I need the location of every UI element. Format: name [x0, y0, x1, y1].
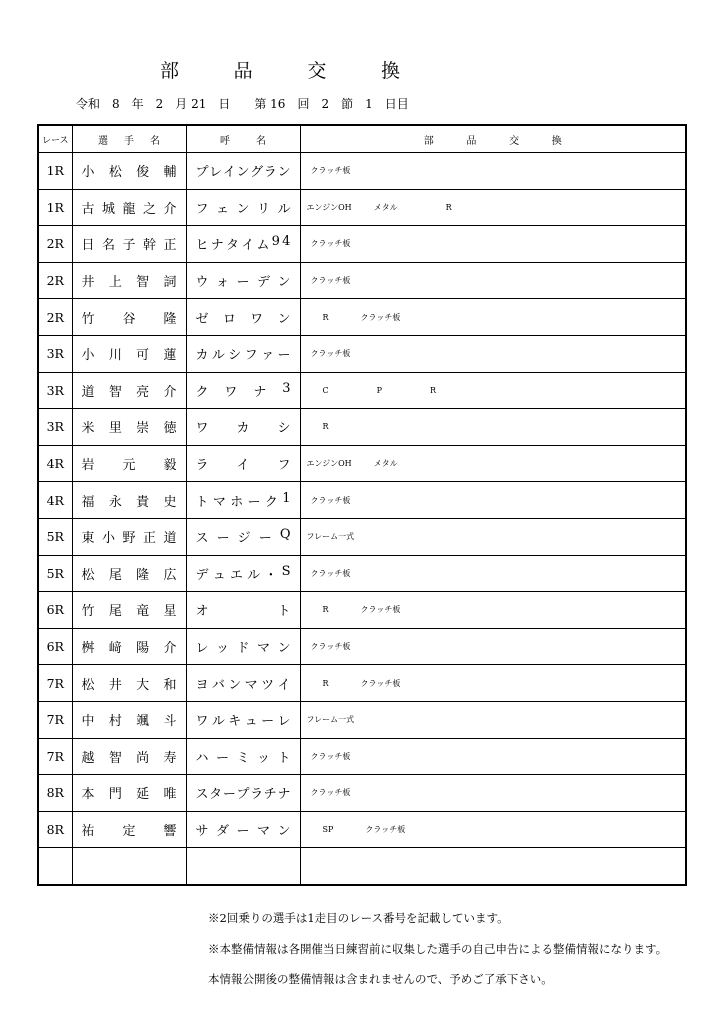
parts-replaced: [300, 555, 686, 592]
call-name: ハ ー ミ ッ ト: [186, 738, 300, 775]
part-item: メタル: [373, 202, 398, 212]
part-item: クラッチ板: [360, 312, 401, 322]
part-item: R: [430, 385, 437, 395]
table-row: [38, 153, 686, 190]
race-number: 3R: [38, 335, 72, 372]
parts-replaced: [300, 701, 686, 738]
table-row: [38, 811, 686, 848]
empty-cell: [38, 848, 72, 886]
header-row: [38, 125, 686, 153]
racer-name: 岩 元 毅: [72, 445, 186, 482]
call-name: ト マ ホ ー ク 1: [186, 482, 300, 519]
call-name: ヒ ナ タ イ ム 9 4: [186, 226, 300, 263]
table-row: [38, 482, 686, 519]
race-number: 5R: [38, 518, 72, 555]
parts-table: [37, 124, 687, 886]
race-number: 7R: [38, 701, 72, 738]
race-number: 2R: [38, 299, 72, 336]
race-number: 5R: [38, 555, 72, 592]
part-item: クラッチ板: [310, 788, 351, 798]
call-name: ヨ バ ン マ ツ イ: [186, 665, 300, 702]
part-item: エンジンOH: [306, 459, 352, 469]
racer-name: 松 井 大 和: [72, 665, 186, 702]
table-row: [38, 775, 686, 812]
racer-name: 小 松 俊 輔: [72, 153, 186, 190]
parts-replaced: [300, 299, 686, 336]
race-number: 4R: [38, 445, 72, 482]
call-name: ラ イ フ: [186, 445, 300, 482]
page-title: 部 品 交 換: [160, 60, 400, 82]
racer-name: 越 智 尚 寿: [72, 738, 186, 775]
call-name: ク ワ ナ 3: [186, 372, 300, 409]
call-name: ス ー ジ ー Q: [186, 518, 300, 555]
part-item: R: [322, 422, 329, 432]
table-row: [38, 262, 686, 299]
call-name: ウ ォ ー デ ン: [186, 262, 300, 299]
race-number: 3R: [38, 372, 72, 409]
part-item: クラッチ板: [310, 166, 351, 176]
racer-name: 松 尾 隆 広: [72, 555, 186, 592]
header-parts: 部 品 交 換: [300, 125, 686, 153]
racer-name: 中 村 颯 斗: [72, 701, 186, 738]
parts-replaced: [300, 409, 686, 446]
part-item: クラッチ板: [310, 276, 351, 286]
part-item: R: [322, 312, 329, 322]
part-item: C: [322, 385, 329, 395]
call-name: ス タ ー プ ラ チ ナ: [186, 775, 300, 812]
empty-cell: [186, 848, 300, 886]
racer-name: 本 門 延 唯: [72, 775, 186, 812]
table-row: [38, 372, 686, 409]
parts-replaced: [300, 518, 686, 555]
part-item: クラッチ板: [310, 568, 351, 578]
parts-replaced: [300, 226, 686, 263]
race-number: 8R: [38, 811, 72, 848]
parts-replaced: [300, 262, 686, 299]
part-item: クラッチ板: [365, 824, 406, 834]
racer-name: 竹 尾 竜 星: [72, 592, 186, 629]
call-name: オ ト: [186, 592, 300, 629]
parts-replaced: [300, 665, 686, 702]
racer-name: 井 上 智 詞: [72, 262, 186, 299]
call-name: カ ル シ フ ァ ー: [186, 335, 300, 372]
parts-replaced: [300, 775, 686, 812]
parts-replaced: [300, 811, 686, 848]
part-item: R: [322, 605, 329, 615]
racer-name: 祐 定 響: [72, 811, 186, 848]
table-row: [38, 701, 686, 738]
part-item: エンジンOH: [306, 202, 352, 212]
table-row: [38, 738, 686, 775]
race-number: 2R: [38, 262, 72, 299]
header-name: 選 手 名: [72, 125, 186, 153]
note-3: 本情報公開後の整備情報は含まれませんので、予めご了承下さい。: [208, 972, 553, 986]
racer-name: 道 智 亮 介: [72, 372, 186, 409]
call-name: デ ュ エ ル ・ S: [186, 555, 300, 592]
racer-name: 福 永 貴 史: [72, 482, 186, 519]
part-item: クラッチ板: [360, 605, 401, 615]
part-item: R: [322, 678, 329, 688]
part-item: クラッチ板: [310, 642, 351, 652]
parts-replaced: [300, 372, 686, 409]
racer-name: 小 川 可 蓮: [72, 335, 186, 372]
parts-replaced: [300, 189, 686, 226]
race-number: 7R: [38, 738, 72, 775]
call-name: レ ッ ド マ ン: [186, 628, 300, 665]
racer-name: 古 城 龍 之 介: [72, 189, 186, 226]
call-name: ワ カ シ: [186, 409, 300, 446]
part-item: メタル: [373, 459, 398, 469]
race-number: 7R: [38, 665, 72, 702]
part-item: クラッチ板: [310, 495, 351, 505]
racer-name: 東 小 野 正 道: [72, 518, 186, 555]
race-number: 4R: [38, 482, 72, 519]
table-row: [38, 409, 686, 446]
part-item: R: [445, 202, 452, 212]
parts-replaced: [300, 592, 686, 629]
racer-name: 竹 谷 隆: [72, 299, 186, 336]
part-item: クラッチ板: [310, 349, 351, 359]
race-number: 8R: [38, 775, 72, 812]
race-number: 2R: [38, 226, 72, 263]
table-row: [38, 518, 686, 555]
part-item: クラッチ板: [360, 678, 401, 688]
parts-replaced: [300, 445, 686, 482]
parts-replaced: [300, 335, 686, 372]
parts-replaced: [300, 628, 686, 665]
part-item: クラッチ板: [310, 751, 351, 761]
table-row: [38, 335, 686, 372]
racer-name: 米 里 崇 徳: [72, 409, 186, 446]
note-1: ※2回乗りの選手は1走目のレース番号を記載しています。: [208, 911, 509, 925]
table-row: [38, 555, 686, 592]
call-name: ゼ ロ ワ ン: [186, 299, 300, 336]
table-row: [38, 189, 686, 226]
table-row: [38, 592, 686, 629]
parts-replaced: [300, 153, 686, 190]
part-item: フレーム一式: [306, 532, 355, 542]
table-row: [38, 226, 686, 263]
racer-name: 日 名 子 幹 正: [72, 226, 186, 263]
race-number: 1R: [38, 153, 72, 190]
race-number: 1R: [38, 189, 72, 226]
header-race: レース: [38, 125, 72, 153]
header-call: 呼 名: [186, 125, 300, 153]
part-item: フレーム一式: [306, 715, 355, 725]
empty-row: [38, 848, 686, 886]
part-item: クラッチ板: [310, 239, 351, 249]
call-name: ワ ル キ ュ ー レ: [186, 701, 300, 738]
part-item: SP: [322, 824, 334, 834]
table-row: [38, 665, 686, 702]
table-row: [38, 628, 686, 665]
empty-cell: [300, 848, 686, 886]
race-number: 6R: [38, 592, 72, 629]
call-name: サ ダ ー マ ン: [186, 811, 300, 848]
part-item: P: [376, 385, 383, 395]
parts-replaced: [300, 482, 686, 519]
race-number: 3R: [38, 409, 72, 446]
date-line: 令和 8 年 2 月 21 日 第 16 回 2 節 1 日目: [76, 97, 409, 111]
call-name: フ ェ ン リ ル: [186, 189, 300, 226]
note-2: ※本整備情報は各開催当日練習前に収集した選手の自己申告による整備情報になります。: [208, 942, 668, 956]
call-name: プ レ イ ン グ ラ ン: [186, 153, 300, 190]
table-row: [38, 445, 686, 482]
table-row: [38, 299, 686, 336]
parts-replaced: [300, 738, 686, 775]
empty-cell: [72, 848, 186, 886]
racer-name: 桝 﨑 陽 介: [72, 628, 186, 665]
race-number: 6R: [38, 628, 72, 665]
